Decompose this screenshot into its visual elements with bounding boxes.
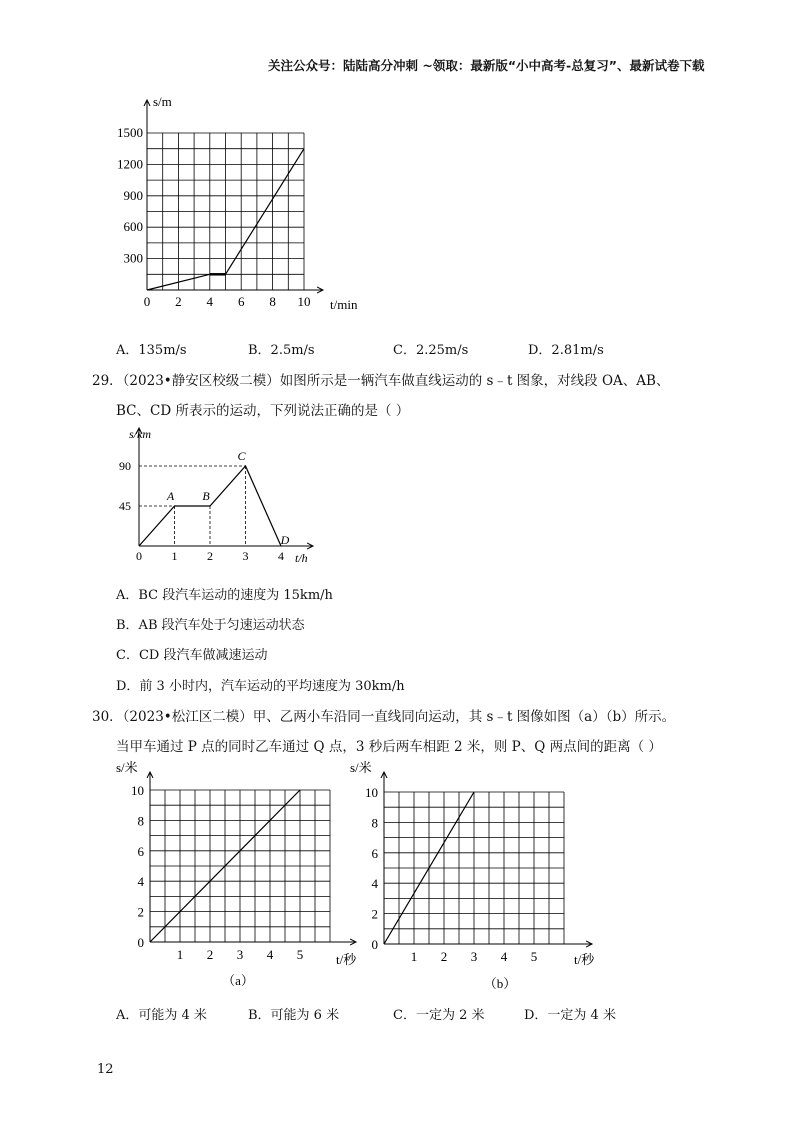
q30b-xlabel: t/秒: [574, 952, 595, 967]
q28-ylabel: s/m: [153, 94, 172, 109]
q30-option-a[interactable]: A．可能为 4 米: [116, 1008, 207, 1023]
q30b-ylabel: s/米: [350, 760, 372, 775]
q29-xtick: 2: [207, 549, 213, 563]
q30a-ytick: 4: [137, 874, 144, 890]
q28-ytick: 1500: [117, 125, 143, 140]
q30b-xtick: 2: [440, 949, 448, 964]
q30-chart-a: [110, 758, 370, 998]
q30-option-d[interactable]: D．一定为 4 米: [524, 1008, 616, 1023]
q30b-xtick: 1: [410, 949, 418, 964]
q29-option-d[interactable]: D．前 3 小时内，汽车运动的平均速度为 30km/h: [116, 679, 405, 694]
q29-ytick: 45: [119, 499, 131, 513]
q29-chart: [105, 422, 345, 572]
q30b-ytick: 0: [371, 937, 378, 952]
q30a-xtick: 2: [206, 947, 214, 962]
q30a-ytick: 0: [137, 935, 144, 950]
q28-xtick: 4: [206, 294, 214, 309]
q30a-ytick: 10: [131, 783, 144, 798]
q30b-ytick: 2: [371, 906, 378, 922]
q30b-xtick: 3: [470, 949, 478, 964]
q29-xlabel: t/h: [295, 551, 308, 565]
q29-stem-line1: 29．（2023•静安区校级二模）如图所示是一辆汽车做直线运动的 s﹣t 图象，对线段 OA、AB、: [92, 373, 670, 389]
q28-xtick: 10: [297, 294, 311, 309]
q28-xlabel: t/min: [330, 297, 358, 312]
q28-xtick: 0: [143, 294, 151, 309]
q30-stem-line1: 30．（2023•松江区二模）甲、乙两小车沿同一直线同向运动，其 s﹣t 图像如图（a）（b）所示。: [92, 709, 676, 725]
page-header: 关注公众号：陆陆高分冲刺 ~领取：最新版“小中高考-总复习”、最新试卷下载: [268, 58, 705, 73]
q29-option-a[interactable]: A．BC 段汽车运动的速度为 15km/h: [116, 588, 333, 603]
q28-xtick: 6: [237, 294, 245, 309]
q29-xtick: 0: [136, 549, 142, 563]
q29-ytick: 90: [119, 459, 131, 473]
q30b-caption: （b）: [483, 976, 517, 991]
q28-ytick: 600: [123, 219, 143, 235]
page-number: 12: [97, 1062, 114, 1077]
q28-option-a[interactable]: A．135m/s: [116, 343, 187, 358]
q29-xtick: 4: [278, 549, 284, 563]
q30a-xtick: 5: [296, 947, 304, 962]
q28-grid: [147, 133, 304, 290]
q28-chart: [105, 92, 375, 322]
q30a-caption: （a）: [222, 973, 254, 988]
q29-xtick: 3: [242, 549, 249, 563]
q30b-ytick: 6: [371, 845, 378, 861]
q29-ylabel: s/km: [129, 427, 151, 441]
q30a-ytick: 2: [137, 904, 144, 920]
q28-option-c[interactable]: C．2.25m/s: [393, 343, 469, 358]
q29-option-b[interactable]: B．AB 段汽车处于匀速运动状态: [116, 618, 305, 633]
q30b-xtick: 5: [530, 949, 538, 964]
q30a-ytick: 8: [137, 813, 144, 829]
q29-point-label: C: [237, 449, 246, 463]
q29-point-label: D: [280, 533, 290, 547]
q30a-ylabel: s/米: [116, 760, 138, 775]
q30-option-b[interactable]: B．可能为 6 米: [248, 1008, 340, 1023]
q30b-ytick: 8: [371, 815, 378, 831]
q30b-ytick: 10: [365, 785, 378, 800]
q28-ytick: 1200: [117, 156, 143, 172]
q28-option-b[interactable]: B．2.5m/s: [248, 343, 315, 358]
q28-xtick: 8: [269, 294, 276, 309]
q28-ytick: 300: [123, 250, 143, 266]
q30a-xtick: 4: [266, 947, 274, 962]
q28-option-d[interactable]: D．2.81m/s: [528, 343, 604, 358]
q30b-xtick: 4: [500, 949, 508, 964]
q29-stem-line2: BC、CD 所表示的运动，下列说法正确的是（ ）: [116, 403, 410, 419]
q30a-xtick: 3: [236, 947, 244, 962]
q30-chart-b: [340, 758, 610, 998]
q28-xtick: 2: [175, 294, 182, 309]
q30b-ytick: 4: [371, 876, 378, 892]
q28-ytick: 900: [123, 187, 143, 203]
q30-option-c[interactable]: C．一定为 2 米: [393, 1008, 485, 1023]
q29-point-label: B: [202, 489, 210, 503]
q30-stem-line2: 当甲车通过 P 点的同时乙车通过 Q 点，3 秒后两车相距 2 米，则 P、Q 两点间的距离（ ）: [116, 739, 662, 755]
q29-xtick: 1: [171, 549, 178, 563]
q30a-xlabel: t/秒: [336, 952, 357, 967]
q29-point-label: A: [166, 489, 175, 503]
q30a-xtick: 1: [176, 947, 184, 962]
q29-option-c[interactable]: C．CD 段汽车做减速运动: [116, 648, 268, 663]
q30a-ytick: 6: [137, 843, 144, 859]
